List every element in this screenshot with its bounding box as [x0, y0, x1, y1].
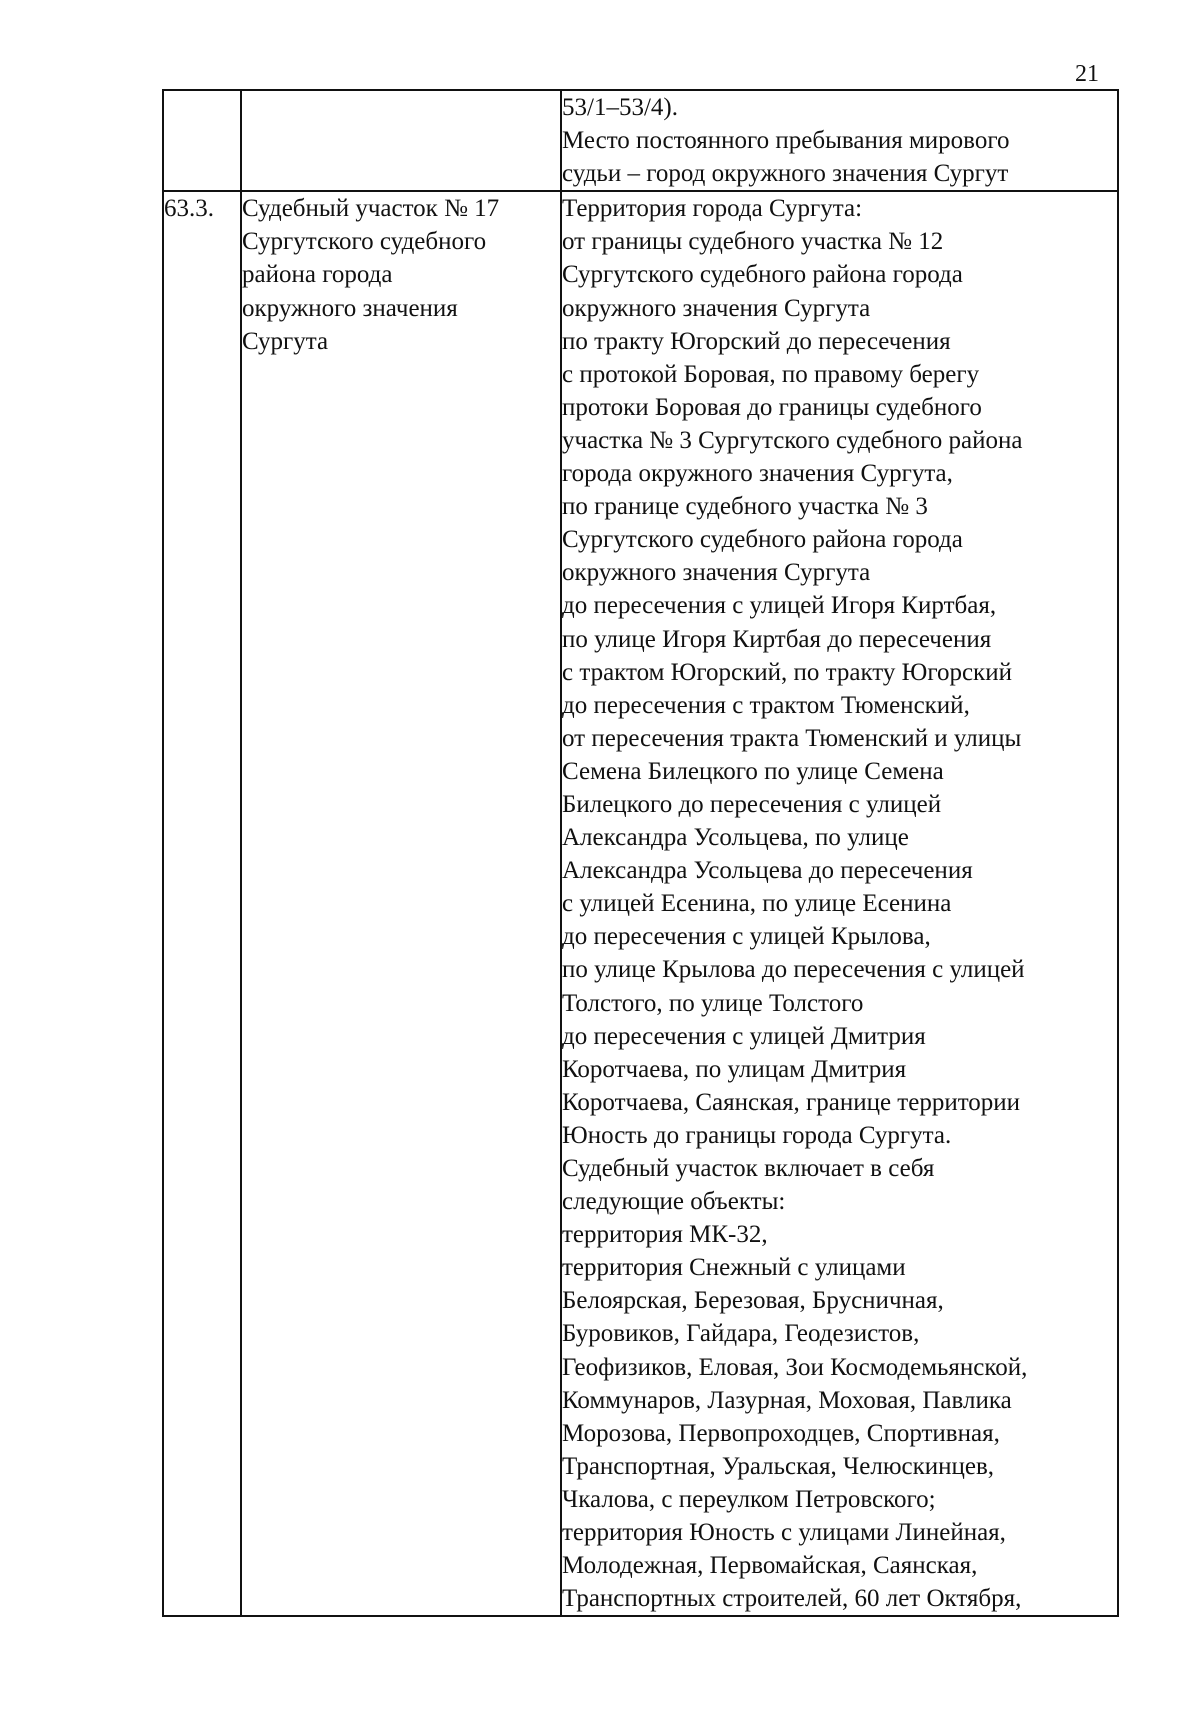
text-line: следующие объекты:	[562, 1188, 786, 1216]
text-line: города окружного значения Сургута,	[562, 460, 953, 488]
table-row-continued	[163, 90, 1118, 191]
text-line: Сургута	[242, 327, 329, 355]
text-line: Толстого, по улице Толстого	[562, 989, 864, 1017]
text-line: участка № 3 Сургутского судебного района	[562, 426, 1023, 454]
text-line: Сургутского судебного района города	[562, 261, 963, 289]
text-line: по улице Игоря Киртбая до пересечения	[562, 625, 992, 653]
text-line: до пересечения с улицей Игоря Киртбая,	[562, 592, 997, 620]
text-line: до пересечения с трактом Тюменский,	[562, 691, 970, 719]
text-line: окружного значения Сургута	[562, 294, 871, 322]
text-line: до пересечения с улицей Дмитрия	[562, 1022, 926, 1050]
text-line: окружного значения	[242, 294, 458, 322]
text-line: с улицей Есенина, по улице Есенина	[562, 890, 952, 918]
text-line: Коммунаров, Лазурная, Моховая, Павлика	[562, 1386, 1012, 1414]
text-line: от пересечения тракта Тюменский и улицы	[562, 724, 1022, 752]
row-number-cell	[163, 90, 241, 191]
district-name	[242, 192, 560, 357]
court-district-table	[162, 89, 1119, 1617]
table-row-63-3	[163, 191, 1118, 1616]
text-line: Александра Усольцева, по улице	[562, 824, 909, 852]
text-line: Семена Билецкого по улице Семена	[562, 757, 944, 785]
territory-description-cell	[561, 90, 1118, 191]
text-line: по улице Крылова до пересечения с улицей	[562, 956, 1025, 984]
row-number-cell: 63.3.	[163, 191, 241, 1616]
district-name-cell	[241, 191, 561, 1616]
text-line: территория МК-32,	[562, 1221, 768, 1249]
text-line: Территория города Сургута:	[562, 195, 863, 223]
text-line: протоки Боровая до границы судебного	[562, 393, 982, 421]
text-line: Белоярская, Березовая, Брусничная,	[562, 1287, 944, 1315]
district-name-cell	[241, 90, 561, 191]
text-line: Судебный участок № 17	[242, 195, 500, 223]
text-line: Морозова, Первопроходцев, Спортивная,	[562, 1419, 1000, 1447]
text-line: Александра Усольцева до пересечения	[562, 857, 973, 885]
text-line: Судебный участок включает в себя	[562, 1155, 935, 1182]
text-line: Коротчаева, по улицам Дмитрия	[562, 1055, 907, 1083]
text-line: района города	[242, 261, 393, 289]
text-line: Молодежная, Первомайская, Саянская,	[562, 1552, 978, 1580]
territory-description	[562, 192, 1117, 1615]
text-line: Юность до границы города Сургута.	[562, 1121, 952, 1149]
text-line: до пересечения с улицей Крылова,	[562, 923, 931, 951]
text-line: 53/1–53/4).	[562, 94, 678, 121]
text-line: Транспортных строителей, 60 лет Октября,	[562, 1585, 1022, 1613]
text-line: Геофизиков, Еловая, Зои Космодемьянской,	[562, 1353, 1028, 1381]
text-line: судьи – город окружного значения Сургут	[562, 160, 1009, 188]
text-line: Сургутского судебного района города	[562, 526, 963, 554]
text-line: с трактом Югорский, по тракту Югорский	[562, 658, 1012, 686]
text-line: Буровиков, Гайдара, Геодезистов,	[562, 1320, 920, 1348]
text-line: территория Юность с улицами Линейная,	[562, 1519, 1006, 1547]
text-line: территория Снежный с улицами	[562, 1254, 906, 1282]
text-line: Сургутского судебного	[242, 228, 487, 256]
territory-description-cell	[561, 191, 1118, 1616]
text-line: Транспортная, Уральская, Челюскинцев,	[562, 1452, 995, 1480]
territory-description	[562, 91, 1117, 190]
text-line: по тракту Югорский до пересечения	[562, 327, 951, 355]
text-line: по границе судебного участка № 3	[562, 493, 928, 521]
text-line: от границы судебного участка № 12	[562, 228, 944, 256]
page-number: 21	[1075, 61, 1099, 87]
text-line: Коротчаева, Саянская, границе территории	[562, 1088, 1021, 1116]
text-line: Чкалова, с переулком Петровского;	[562, 1485, 936, 1513]
text-line: Место постоянного пребывания мирового	[562, 127, 1010, 155]
text-line: с протокой Боровая, по правому берегу	[562, 360, 980, 388]
text-line: окружного значения Сургута	[562, 559, 871, 587]
text-line: Билецкого до пересечения с улицей	[562, 790, 942, 818]
